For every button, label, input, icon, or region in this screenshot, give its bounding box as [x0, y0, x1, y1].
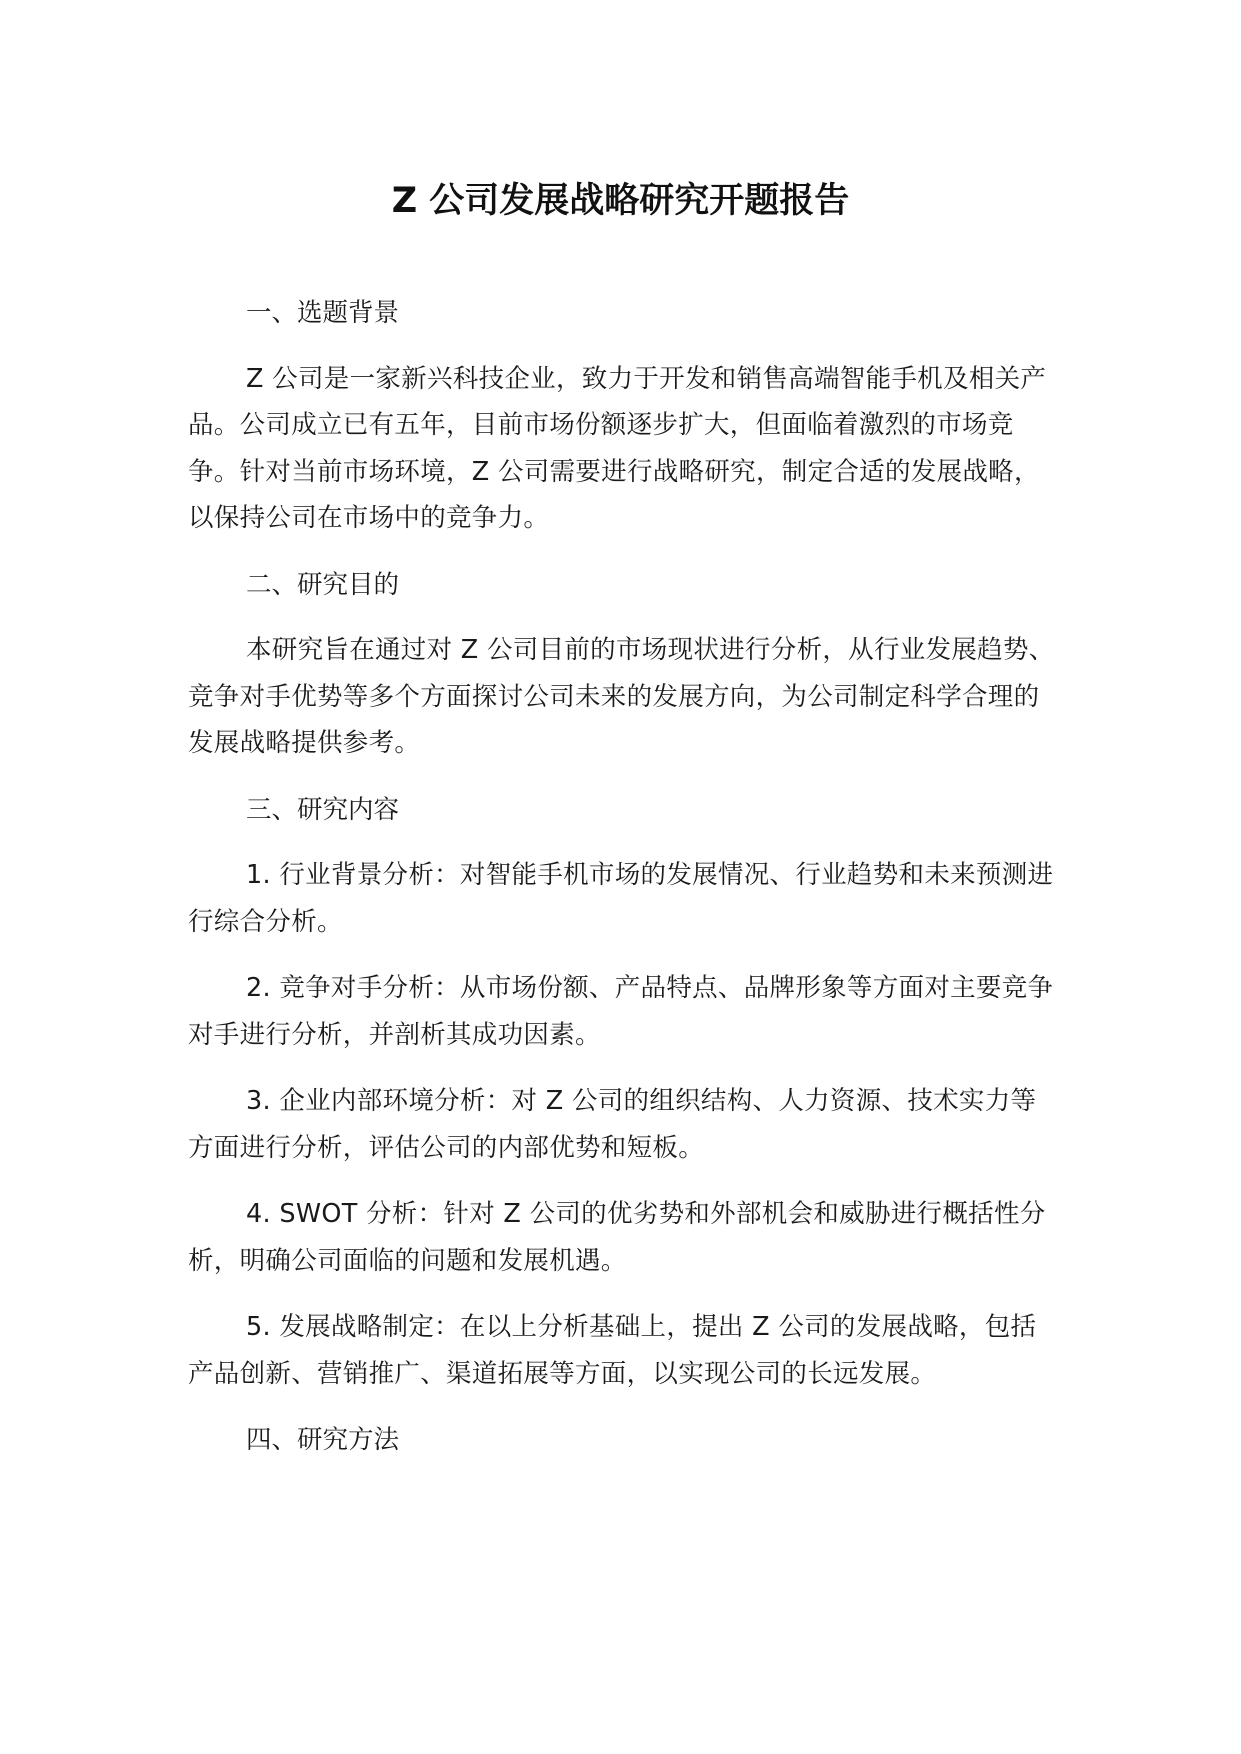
section-heading-purpose: 二、研究目的: [246, 569, 400, 600]
paragraph-purpose: 本研究旨在通过对 Z 公司目前的市场现状进行分析，从行业发展趋势、竞争对手优势等多个方面探讨公司未来的发展方向，为公司制定科学合理的发展战略提供参考。: [188, 635, 1055, 758]
document-body: [188, 290, 1056, 1464]
list-item-strategy-formulation: 5. 发展战略制定：在以上分析基础上，提出 Z 公司的发展战略，包括产品创新、营销推广、渠道拓展等方面，以实现公司的长远发展。: [188, 1312, 1037, 1389]
list-item-industry-analysis: 1. 行业背景分析：对智能手机市场的发展情况、行业趋势和未来预测进行综合分析。: [188, 860, 1054, 937]
page-title: Z 公司发展战略研究开题报告: [391, 181, 850, 221]
list-item-internal-analysis: 3. 企业内部环境分析：对 Z 公司的组织结构、人力资源、技术实力等方面进行分析，评估公司的内部优势和短板。: [188, 1086, 1037, 1163]
section-heading-content: 三、研究内容: [246, 794, 400, 825]
section-heading-method: 四、研究方法: [246, 1425, 400, 1455]
section-heading-background: 一、选题背景: [246, 298, 400, 328]
list-item-competitor-analysis: 2. 竞争对手分析：从市场份额、产品特点、品牌形象等方面对主要竞争对手进行分析，并剖析其成功因素。: [188, 973, 1054, 1050]
list-item-swot-analysis: 4. SWOT 分析：针对 Z 公司的优劣势和外部机会和威胁进行概括性分析，明确公司面临的问题和发展机遇。: [188, 1199, 1046, 1276]
paragraph-background: Z 公司是一家新兴科技企业，致力于开发和销售高端智能手机及相关产品。公司成立已有五年，目前市场份额逐步扩大，但面临着激烈的市场竞争。针对当前市场环境，Z 公司需要进行战略研究，制定合适的发展战略，以保持公司在市场中的竞争力。: [188, 363, 1047, 533]
